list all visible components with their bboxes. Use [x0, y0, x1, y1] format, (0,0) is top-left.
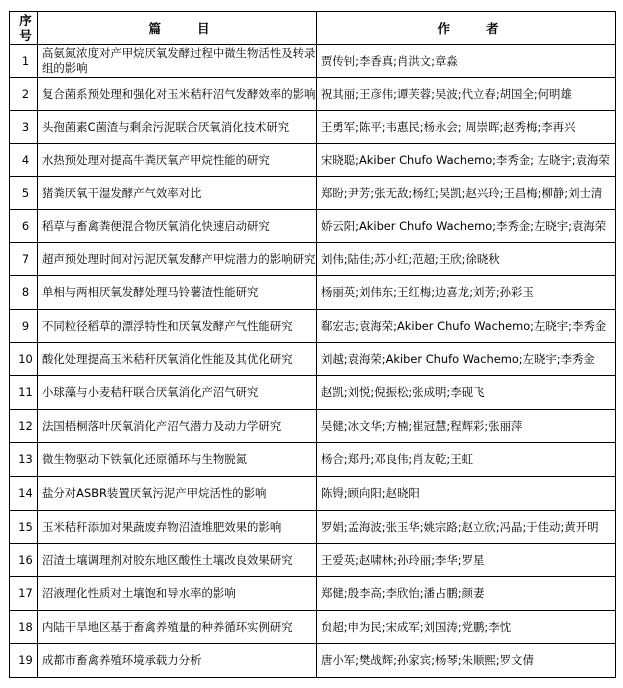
row-authors: 杨丽英;刘伟东;王红梅;边喜龙;刘芳;孙彩玉	[317, 276, 616, 310]
table-row	[10, 477, 616, 511]
row-number: 16	[10, 544, 38, 577]
row-number: 9	[10, 310, 38, 343]
row-number: 2	[10, 78, 38, 111]
row-authors: 杨合;郑丹;邓良伟;肖友乾;王虹	[317, 443, 616, 477]
row-number: 8	[10, 276, 38, 310]
row-number: 18	[10, 611, 38, 644]
table-row	[10, 78, 616, 111]
row-number: 3	[10, 111, 38, 144]
row-authors: 贠超;申为民;宋成军;刘国涛;党鹏;李忱	[317, 611, 616, 644]
table-row	[10, 111, 616, 144]
table-body	[10, 45, 616, 678]
articles-table	[9, 11, 616, 678]
row-title: 酸化处理提高玉米秸秆厌氧消化性能及其优化研究	[38, 343, 317, 376]
row-number: 19	[10, 644, 38, 678]
row-title: 水热预处理对提高牛粪厌氧产甲烷性能的研究	[38, 144, 317, 177]
row-number: 17	[10, 577, 38, 611]
row-authors: 陈锝;顾向阳;赵晓阳	[317, 477, 616, 511]
row-number: 13	[10, 443, 38, 477]
header-row	[10, 12, 616, 45]
row-number: 1	[10, 45, 38, 78]
row-authors: 王爱英;赵啸林;孙玲丽;李华;罗星	[317, 544, 616, 577]
table-row	[10, 276, 616, 310]
row-number: 4	[10, 144, 38, 177]
row-number: 5	[10, 177, 38, 210]
row-authors: 刘越;袁海荣;Akiber Chufo Wachemo;左晓宇;李秀金	[317, 343, 616, 376]
row-title: 单相与两相厌氧发酵处理马铃薯渣性能研究	[38, 276, 317, 310]
header-number: 序号	[10, 12, 38, 45]
row-title: 猪粪厌氧干湿发酵产气效率对比	[38, 177, 317, 210]
row-number: 6	[10, 210, 38, 243]
table-row	[10, 443, 616, 477]
table-row	[10, 45, 616, 78]
row-authors: 郗宏志;袁海荣;Akiber Chufo Wachemo;左晓宇;李秀金	[317, 310, 616, 343]
table-row	[10, 343, 616, 376]
table-row	[10, 577, 616, 611]
table-row	[10, 376, 616, 410]
row-number: 14	[10, 477, 38, 511]
row-number: 15	[10, 511, 38, 544]
table-row	[10, 644, 616, 678]
row-title: 小球藻与小麦秸秆联合厌氧消化产沼气研究	[38, 376, 317, 410]
row-authors: 祝其丽;王彦伟;谭芙蓉;吴波;代立春;胡国全;何明雄	[317, 78, 616, 111]
row-title: 盐分对ASBR装置厌氧污泥产甲烷活性的影响	[38, 477, 317, 511]
row-authors: 唐小军;樊战辉;孙家宾;杨琴;朱顺熙;罗文倩	[317, 644, 616, 678]
table-row	[10, 144, 616, 177]
row-authors: 罗娟;孟海波;张玉华;姚宗路;赵立欣;冯晶;于佳动;黄开明	[317, 511, 616, 544]
table-row	[10, 243, 616, 276]
table-row	[10, 544, 616, 577]
row-number: 12	[10, 410, 38, 443]
row-title: 沼渣土壤调理剂对胶东地区酸性土壤改良效果研究	[38, 544, 317, 577]
row-authors: 宋晓聪;Akiber Chufo Wachemo;李秀金; 左晓宇;袁海荣	[317, 144, 616, 177]
row-title: 微生物驱动下铁氧化还原循环与生物脱氮	[38, 443, 317, 477]
table-row	[10, 210, 616, 243]
row-title: 超声预处理时间对污泥厌氧发酵产甲烷潜力的影响研究	[38, 243, 317, 276]
row-authors: 刘伟;陆佳;苏小红;范超;王欣;徐晓秋	[317, 243, 616, 276]
row-title: 高氨氮浓度对产甲烷厌氧发酵过程中微生物活性及转录 组的影响	[38, 45, 317, 78]
row-title: 稻草与畜禽粪便混合物厌氧消化快速启动研究	[38, 210, 317, 243]
row-title: 头孢菌素C菌渣与剩余污泥联合厌氧消化技术研究	[38, 111, 317, 144]
table-row	[10, 310, 616, 343]
row-title: 成都市畜禽养殖环境承载力分析	[38, 644, 317, 678]
row-authors: 赵凯;刘悦;倪振松;张成明;李砚飞	[317, 376, 616, 410]
row-title: 法国梧桐落叶厌氧消化产沼气潜力及动力学研究	[38, 410, 317, 443]
header-author: 作者	[317, 12, 616, 45]
row-title: 复合菌系预处理和强化对玉米秸秆沼气发酵效率的影响	[38, 78, 317, 111]
row-title: 不同粒径稻草的漂浮特性和厌氧发酵产气性能研究	[38, 310, 317, 343]
row-number: 11	[10, 376, 38, 410]
header-title: 篇目	[38, 12, 317, 45]
table-row	[10, 611, 616, 644]
row-authors: 娇云阳;Akiber Chufo Wachemo;李秀金;左晓宇;袁海荣	[317, 210, 616, 243]
row-title: 内陆干旱地区基于畜禽养殖量的种养循环实例研究	[38, 611, 317, 644]
row-authors: 吴健;冰文华;方楠;崔冠慧;程辉彩;张丽萍	[317, 410, 616, 443]
row-title: 玉米秸秆添加对果蔬废弃物沼渣堆肥效果的影响	[38, 511, 317, 544]
row-number: 10	[10, 343, 38, 376]
row-authors: 郑盼;尹芳;张无敌;杨红;吴凯;赵兴玲;王昌梅;柳静;刘士清	[317, 177, 616, 210]
row-title: 沼液理化性质对土壤饱和导水率的影响	[38, 577, 317, 611]
table-row	[10, 410, 616, 443]
row-authors: 贾传钊;李香真;肖洪文;章淼	[317, 45, 616, 78]
row-number: 7	[10, 243, 38, 276]
row-authors: 王勇军;陈平;韦惠民;杨永会; 周崇晖;赵秀梅;李再兴	[317, 111, 616, 144]
row-authors: 郑健;殷李高;李欣怡;潘占鹏;颜妻	[317, 577, 616, 611]
table-row	[10, 177, 616, 210]
table-row	[10, 511, 616, 544]
